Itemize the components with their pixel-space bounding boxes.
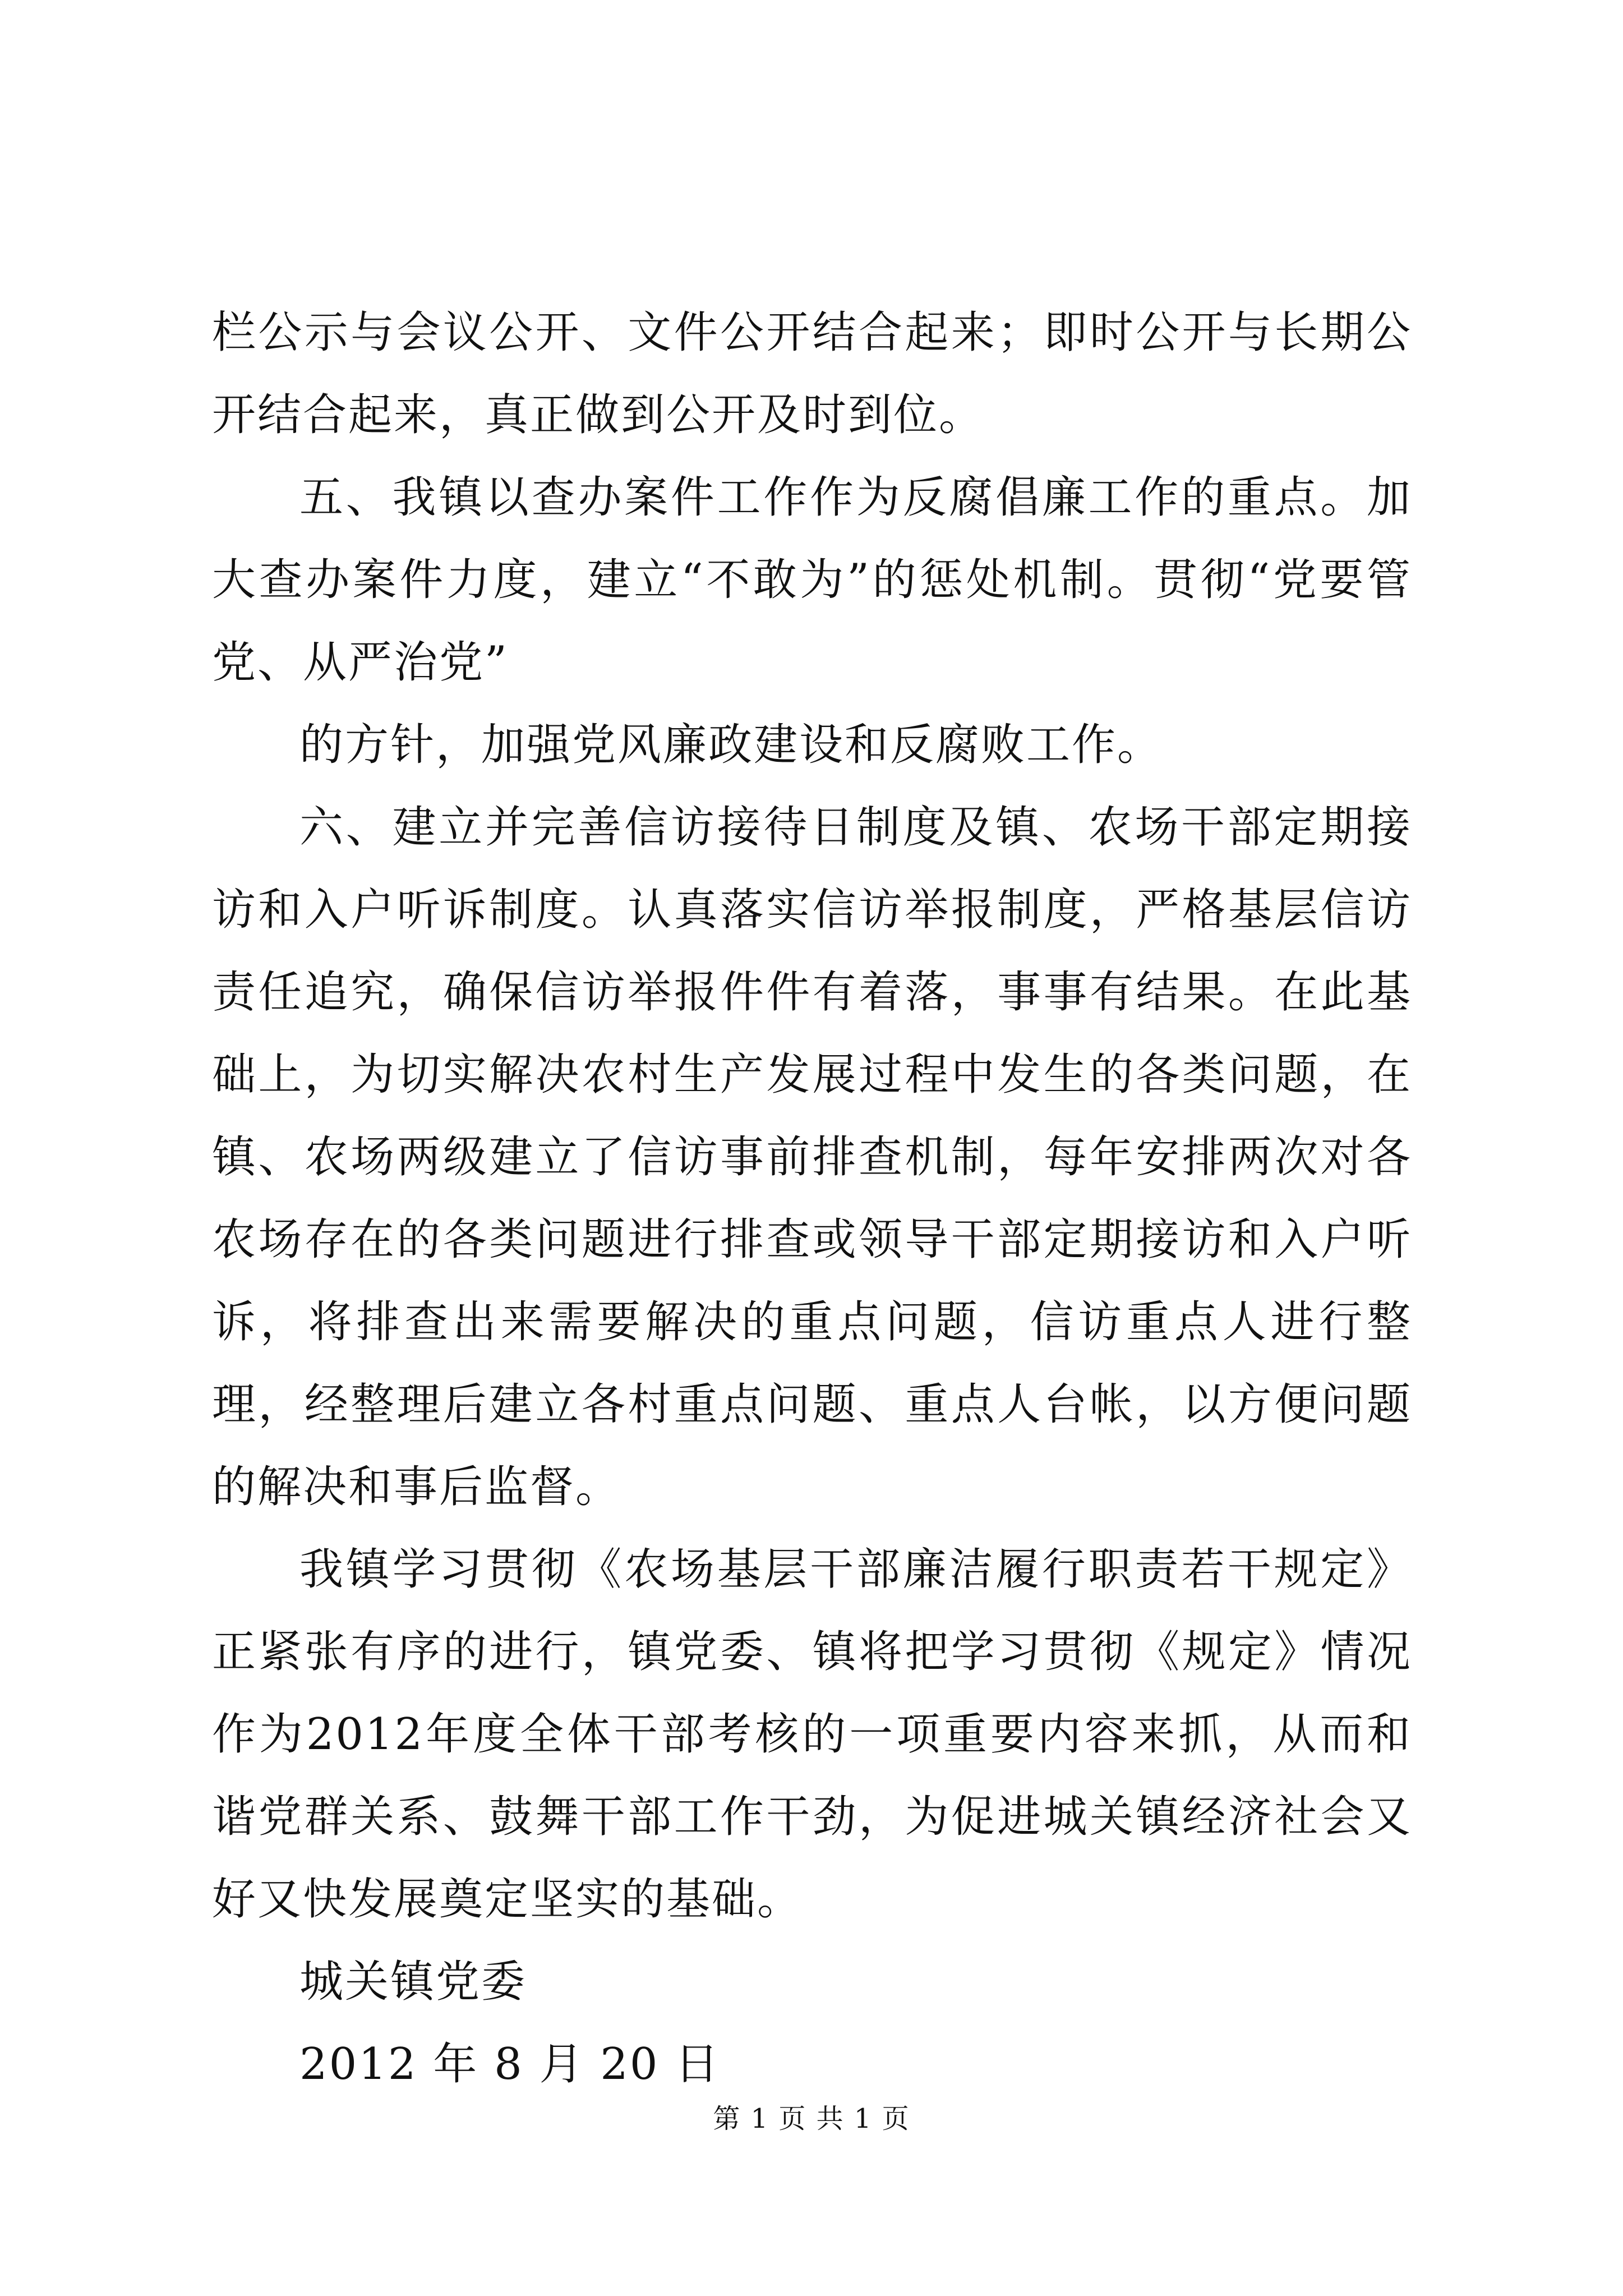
paragraph-1: 栏公示与会议公开、文件公开结合起来；即时公开与长期公开结合起来，真正做到公开及时到位。 <box>212 307 1412 440</box>
signature-date: 2012 年 8 月 20 日 <box>299 2039 721 2090</box>
paragraph-2: 五、我镇以查办案件工作作为反腐倡廉工作的重点。加大查办案件力度，建立“不敢为”的惩处机制。贯彻“党要管党、从严治党” <box>212 472 1412 688</box>
paragraph-4: 六、建立并完善信访接待日制度及镇、农场干部定期接访和入户听诉制度。认真落实信访举报制度，严格基层信访责任追究，确保信访举报件件有着落，事事有结果。在此基础上，为切实解决农村生产发展过程中发生的各类问题，在镇、农场两级建立了信访事前排查机制，每年安排两次对各农场存在的各类问题进行排查或领导干部定期接访和入户听诉，将排查出来需要解决的重点问题，信访重点人进行整理，经整理后建立各村重点问题、重点人台帐，以方便问题的解决和事后监督。 <box>212 802 1412 1512</box>
paragraph-3: 的方针，加强党风廉政建设和反腐败工作。 <box>299 720 1163 770</box>
document-body <box>212 292 1412 2106</box>
page-footer: 第 1 页 共 1 页 <box>713 2103 910 2134</box>
signature-organization: 城关镇党委 <box>299 1957 527 2007</box>
paragraph-5: 我镇学习贯彻《农场基层干部廉洁履行职责若干规定》正紧张有序的进行，镇党委、镇将把学习贯彻《规定》情况作为2012年度全体干部考核的一项重要内容来抓，从而和谐党群关系、鼓舞干部工作干劲，为促进城关镇经济社会又好又快发展奠定坚实的基础。 <box>212 1544 1412 1925</box>
